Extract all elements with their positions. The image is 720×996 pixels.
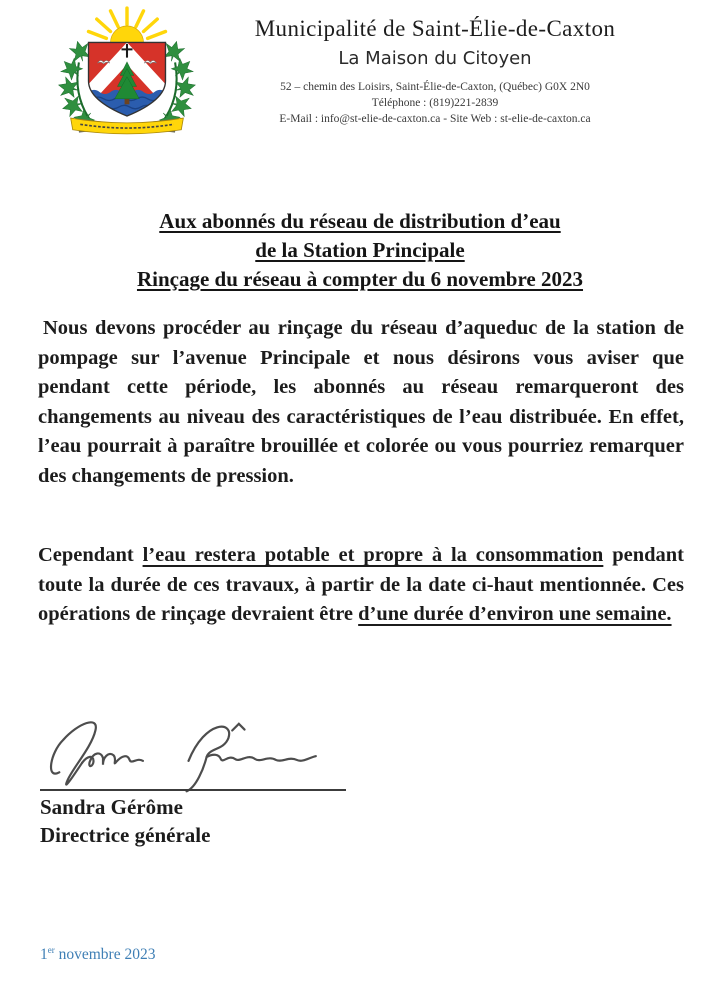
email-web-line: E-Mail : info@st-elie-de-caxton.ca - Site Web : st-elie-de-caxton.ca [279, 113, 591, 125]
notice-title-line-3: Rinçage du réseau à compter du 6 novembre 2023 [136, 267, 584, 291]
letterhead-text [198, 4, 672, 127]
phone-line: Téléphone : (819)221-2839 [371, 97, 499, 109]
letter-date [40, 946, 155, 964]
signature-handwriting [42, 702, 354, 797]
signature-line [40, 789, 346, 791]
body-paragraph-1: Nous devons procéder au rinçage du réseau d’aqueduc de la station de pompage sur l’avenue Principale et nous désirons vous aviser que pendant cette période, les abonnés au réseau remarqueront des changements au niveau des caractéristiques de l’eau distribuée. En effet, l’eau pourrait à paraître brouillée et colorée ou vous pourriez remarquer des changements de pression. [38, 317, 684, 487]
address-line: 52 – chemin des Loisirs, Saint-Élie-de-Caxton, (Québec) G0X 2N0 [280, 81, 590, 93]
notice-title-line-1: Aux abonnés du réseau de distribution d’eau [159, 209, 561, 233]
underlined-segment: d’une durée d’environ une semaine. [358, 603, 672, 625]
body-paragraph-2 [38, 541, 684, 630]
underlined-segment: l’eau restera potable et propre à la consommation [142, 544, 604, 566]
notice-title-line-2: de la Station Principale [255, 238, 465, 262]
building-name: La Maison du Citoyen [338, 48, 532, 69]
org-name: Municipalité de Saint-Élie-de-Caxton [254, 16, 616, 41]
signatory-name: Sandra Gérôme [40, 795, 183, 819]
paragraph2-text: Cependant [38, 544, 143, 566]
notice-title [0, 207, 720, 294]
paragraph2-text: pendant toute la durée de ces travaux, à partir de la date ci-haut mentionnée. Ces opérations de rinçage devraient être [38, 544, 685, 625]
signatory-role: Directrice générale [40, 823, 211, 847]
motto-banner [71, 118, 184, 134]
municipal-coat-of-arms-logo [58, 4, 198, 143]
coat-of-arms-icon [58, 4, 196, 138]
letterhead [58, 4, 672, 143]
shield [79, 42, 175, 118]
date-number: 1 [40, 946, 48, 963]
date-ordinal: er [47, 944, 55, 955]
date-rest: novembre 2023 [54, 946, 156, 963]
